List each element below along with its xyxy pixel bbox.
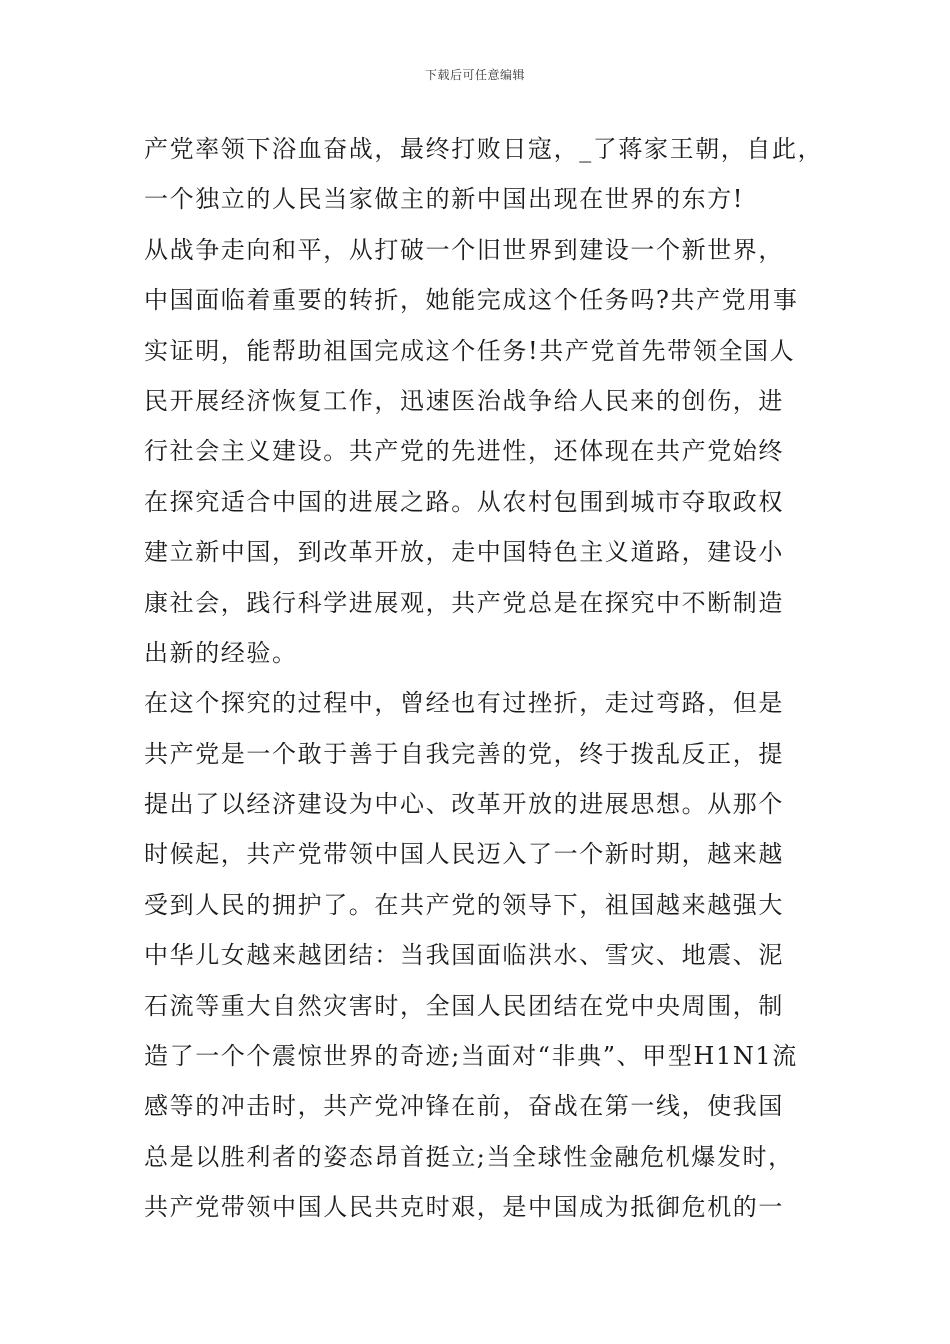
text-line: 产党率领下浴血奋战，最终打败日寇，_了蒋家王朝，自此， <box>144 135 824 163</box>
text-line: 提出了以经济建设为中心、改革开放的进展思想。从那个 <box>144 790 784 819</box>
text-line: 造了一个个震惊世界的奇迹;当面对“非典”、甲型H1N1流 <box>144 1042 798 1071</box>
text-line: 在这个探究的过程中，曾经也有过挫折，走过弯路，但是 <box>144 689 784 718</box>
text-line: 行社会主义建设。共产党的先进性，还体现在共产党始终 <box>144 437 784 466</box>
text-line: 康社会，践行科学进展观，共产党总是在探究中不断制造 <box>144 588 784 617</box>
document-body <box>144 124 824 1233</box>
text-line: 感等的冲击时，共产党冲锋在前，奋战在第一线，使我国 <box>144 1092 784 1121</box>
page-header: 下载后可任意编辑 <box>424 68 525 82</box>
text-line: 总是以胜利者的姿态昂首挺立;当全球性金融危机爆发时， <box>144 1142 794 1171</box>
text-line: 一个独立的人民当家做主的新中国出现在世界的东方! <box>144 185 745 214</box>
text-line: 石流等重大自然灾害时，全国人民团结在党中央周围，制 <box>144 991 784 1020</box>
text-line: 共产党是一个敢于善于自我完善的党，终于拨乱反正，提 <box>144 739 784 768</box>
text-line: 从战争走向和平，从打破一个旧世界到建设一个新世界， <box>144 235 784 264</box>
text-line: 中国面临着重要的转折，她能完成这个任务吗?共产党用事 <box>144 286 799 315</box>
text-line: 民开展经济恢复工作，迅速医治战争给人民来的创伤，进 <box>144 386 784 415</box>
text-line: 建立新中国，到改革开放，走中国特色主义道路，建设小 <box>144 538 784 567</box>
text-line: 受到人民的拥护了。在共产党的领导下，祖国越来越强大 <box>144 890 784 919</box>
text-line: 实证明，能帮助祖国完成这个任务!共产党首先带领全国人 <box>144 336 796 365</box>
text-line: 在探究适合中国的进展之路。从农村包围到城市夺取政权 <box>144 487 784 516</box>
text-line: 出新的经验。 <box>144 638 298 667</box>
text-line: 中华儿女越来越团结：当我国面临洪水、雪灾、地震、泥 <box>144 941 784 970</box>
text-line: 共产党带领中国人民共克时艰，是中国成为抵御危机的一 <box>144 1193 784 1222</box>
text-line: 时候起，共产党带领中国人民迈入了一个新时期，越来越 <box>144 840 784 869</box>
